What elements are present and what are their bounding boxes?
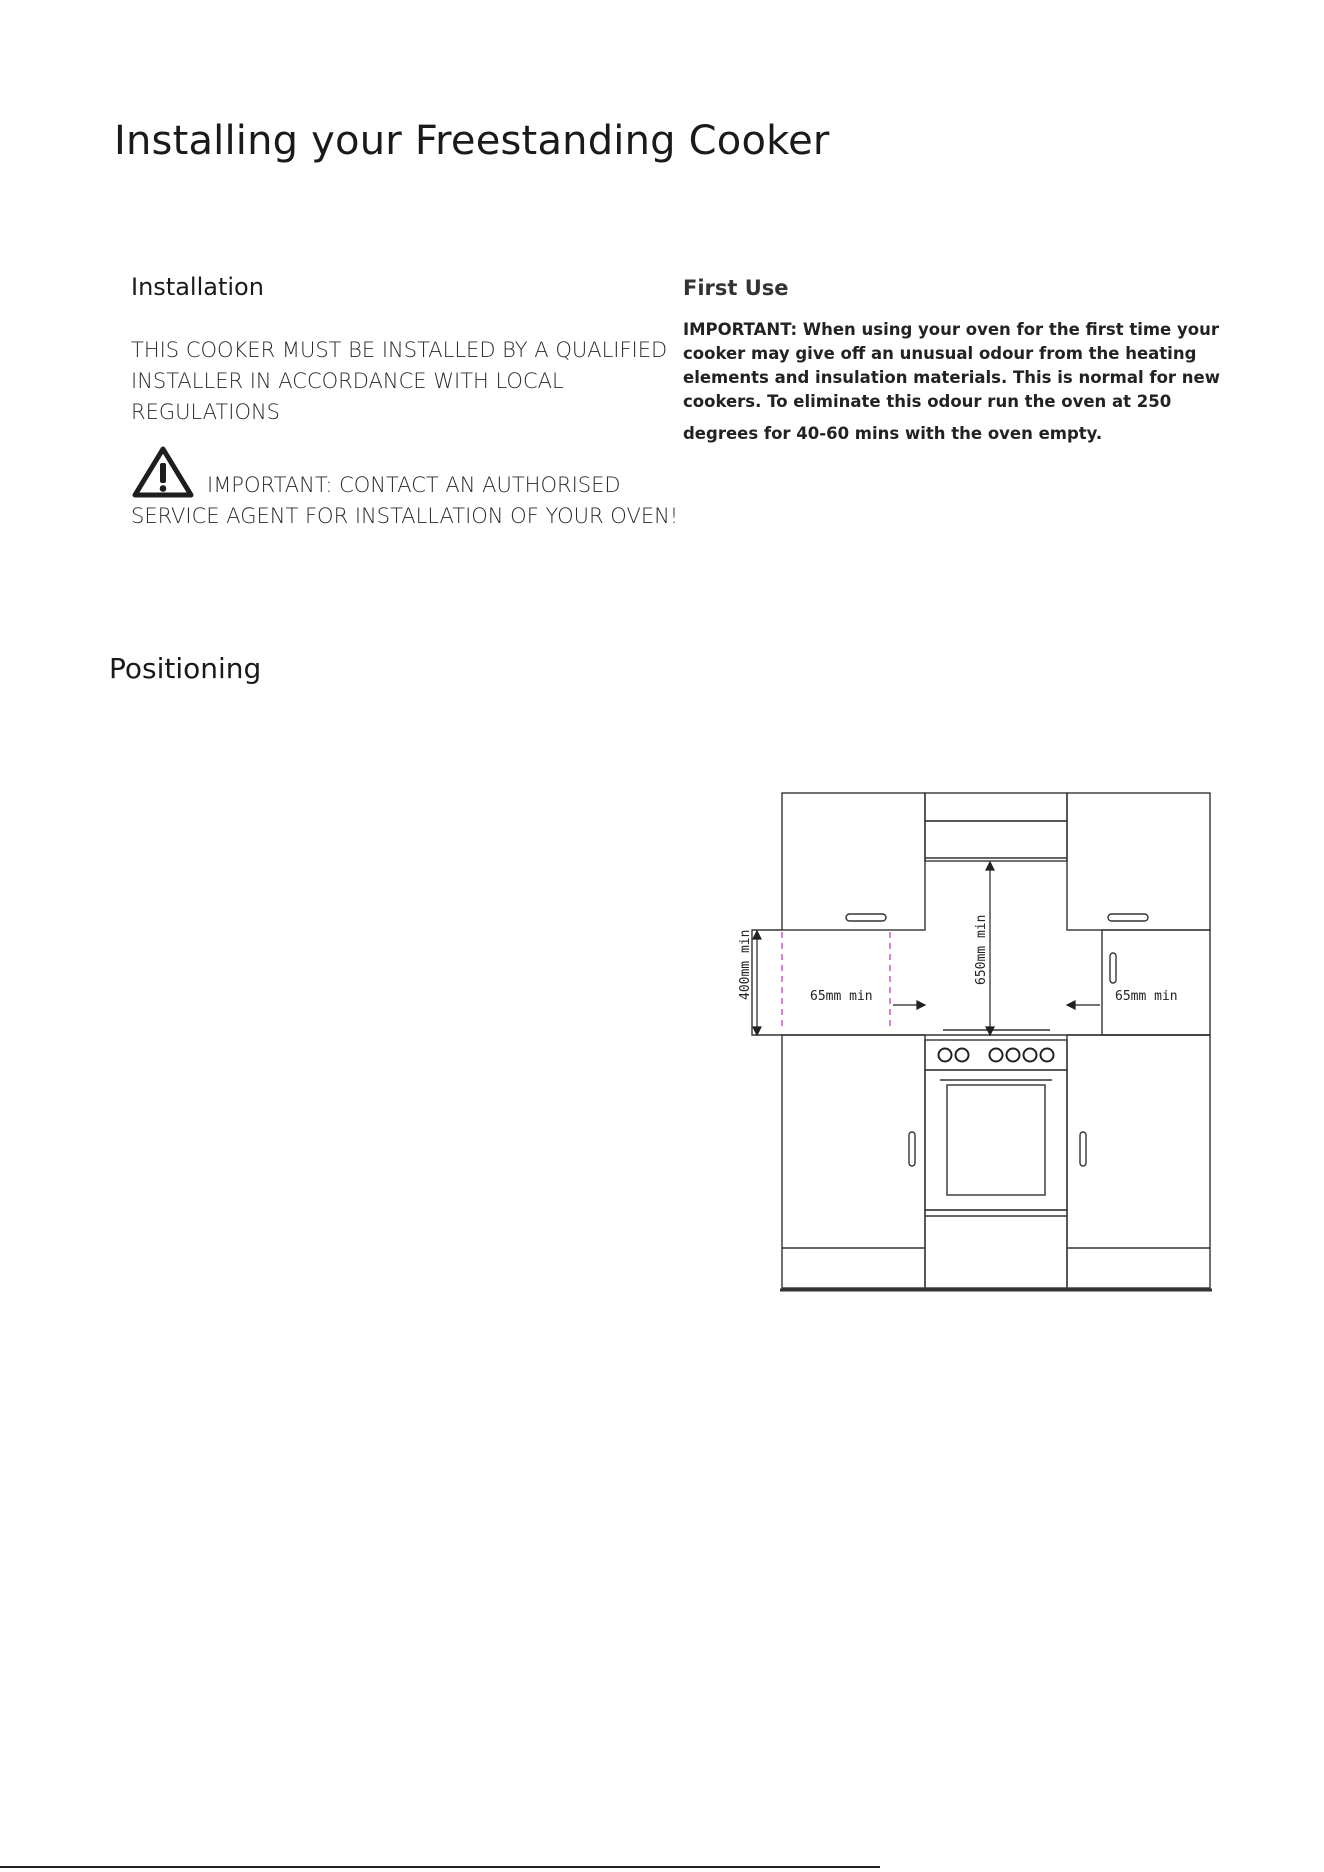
dimension-hood-height: 650mm min <box>974 914 989 985</box>
right-base-cabinet <box>1067 1035 1210 1288</box>
installation-text: THIS COOKER MUST BE INSTALLED BY A QUALIFIED INSTALLER IN ACCORDANCE WITH LOCAL REGULATIONS <box>131 338 668 424</box>
installation-heading: Installation <box>131 273 264 301</box>
left-wall-cabinet <box>782 793 925 930</box>
first-use-heading: First Use <box>683 276 789 300</box>
warning-triangle-icon <box>131 445 195 501</box>
first-use-text <box>683 318 1248 446</box>
cooker-hood-top <box>925 793 1067 821</box>
dimension-left-gap: 65mm min <box>810 989 873 1004</box>
right-wall-cabinet <box>1067 793 1210 930</box>
dimension-right-gap: 65mm min <box>1115 989 1178 1004</box>
page-title: Installing your Freestanding Cooker <box>114 118 830 164</box>
cooker-hood <box>925 821 1067 861</box>
cooker-drawer <box>925 1210 1067 1288</box>
footer-rule <box>0 1866 880 1868</box>
first-use-paragraph-end: degrees for 40-60 mins with the oven empty. <box>683 424 1103 443</box>
warning-text: IMPORTANT: CONTACT AN AUTHORISED SERVICE AGENT FOR INSTALLATION OF YOUR OVEN! <box>131 473 679 528</box>
left-base-cabinet <box>782 1035 925 1288</box>
installation-warning <box>131 445 691 532</box>
first-use-paragraph: IMPORTANT: When using your oven for the first time your cooker may give off an unusual odour from the heating elements and insulation materials. This is normal for new cookers. To eliminate this odour run the oven at 250 <box>683 320 1220 411</box>
positioning-diagram <box>730 788 1230 1298</box>
positioning-heading: Positioning <box>109 652 262 685</box>
dimension-left-height: 400mm min <box>738 929 753 1000</box>
